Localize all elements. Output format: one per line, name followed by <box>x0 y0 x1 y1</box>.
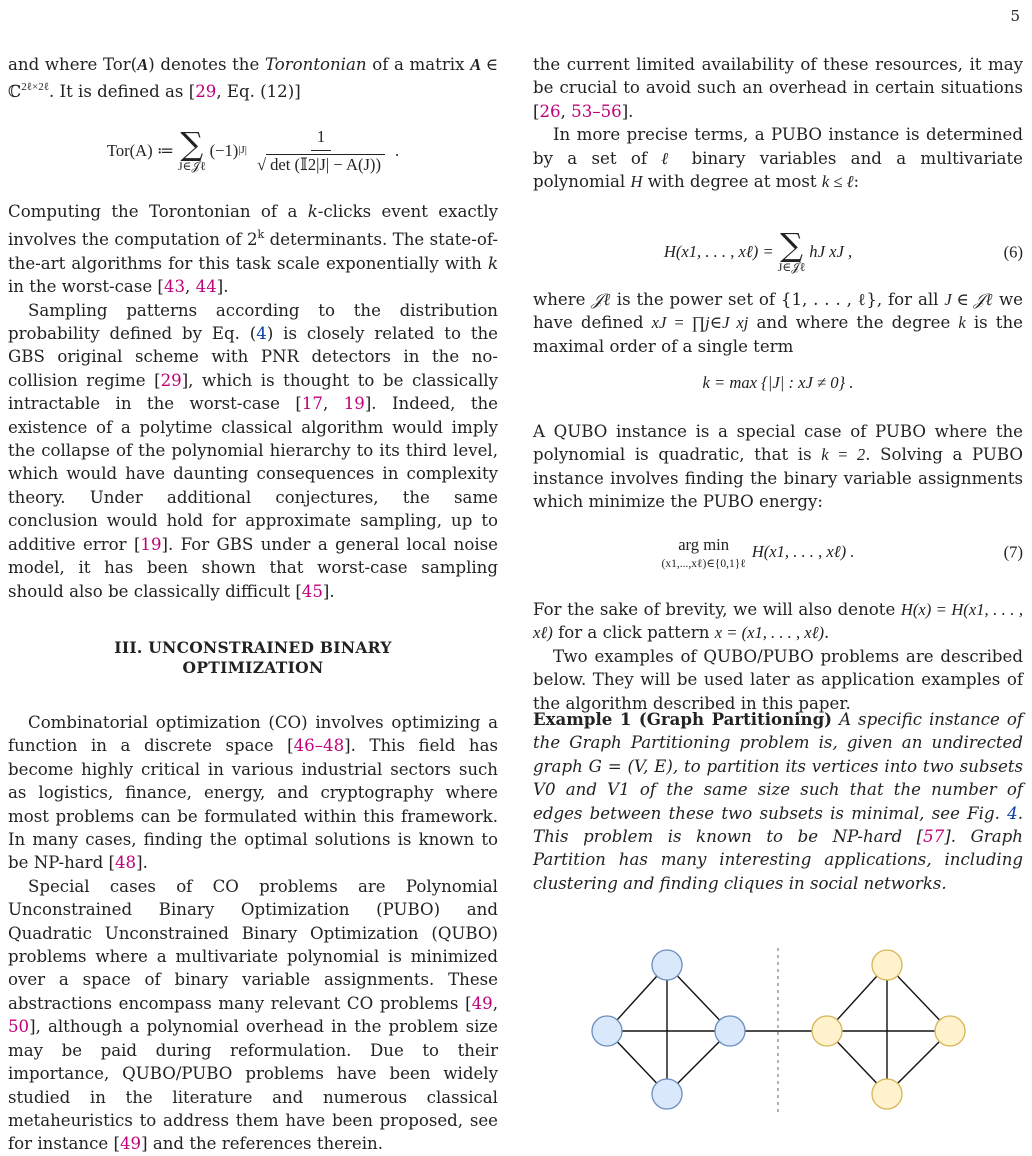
citation-link[interactable]: 19 <box>343 394 365 414</box>
equation-degree: k = max {|J| : xJ ≠ 0} . <box>702 373 854 392</box>
graph-partition-figure <box>585 948 970 1113</box>
graph-node-v0 <box>592 1016 622 1046</box>
citation-link[interactable]: 29 <box>195 82 217 102</box>
citation-link[interactable]: 46–48 <box>293 736 345 756</box>
graph-node-v1 <box>812 1016 842 1046</box>
equation-link[interactable]: 4 <box>256 324 267 344</box>
paragraph-power-set: where 𝒥ℓ is the power set of {1, . . . , ℓ}, for all J ∈ 𝒥ℓ we have defined xJ = ∏j∈J xj and where the degree k is the maximal order of a single term <box>533 290 1023 356</box>
equation-torontonian: Tor(A) ≔ ∑ J∈𝒥ℓ (−1) |J| $\frac{1}{\text{√ det (𝕀2|J| − A(J))}}$ . <box>106 124 400 174</box>
citation-link[interactable]: 45 <box>301 581 323 601</box>
example-graph-partitioning: Example 1 (Graph Partitioning) A specific instance of the Graph Partitioning problem is, given an undirected graph G = (V, E), to partition its vertices into two subsets V0 and V1 of the same size such that the number of edges between these two subsets is minimal, see Fig. 4. This problem is known to be NP-hard [57]. Graph Partition has many interesting applications, including clustering and finding cliques in social networks. <box>533 709 1024 893</box>
citation-link[interactable]: 43 <box>163 277 186 297</box>
equation-6: H(x1, . . . , xℓ) = ∑ J∈𝒥ℓ hJ xJ , (6) <box>663 226 1023 274</box>
paragraph-torontonian-complexity: Computing the Torontonian of a k-clicks event exactly involves the computation of 2$^k$ determinants. The state-of-the-art algorithms for this task scale exponentially with k in the worst-case [43, 44]. Sampling patterns according to the distribution probability defined by Eq. (4) is closely related to the GBS original scheme with PNR detectors in the no-collision regime [29], which is thought to be classically intractable in the worst-case [17, 19]. Indeed, the existence of a polytime classical algorithm would imply the collapse of the polynomial hierarchy to its third level, which would have daunting consequences in complexity theory. Under additional conjectures, the same conclusion would hold for approximate sampling, up to additive error [19]. For GBS under a general local noise model, it has been shown that worst-case sampling should also be classically difficult [45]. <box>8 202 498 601</box>
graph-node-v0 <box>715 1016 745 1046</box>
citation-link[interactable]: 44 <box>195 277 217 297</box>
citation-link[interactable]: 19 <box>140 534 162 554</box>
citation-link[interactable]: 50 <box>8 1017 30 1037</box>
graph-node-v0 <box>652 1079 682 1109</box>
equation-number: (6) <box>1003 242 1023 262</box>
graph-node-v1 <box>872 1079 902 1109</box>
citation-link[interactable]: 53–56 <box>571 101 622 121</box>
citation-link[interactable]: 29 <box>160 370 182 390</box>
citation-link[interactable]: 26 <box>539 101 561 121</box>
citation-link[interactable]: 49 <box>119 1134 142 1154</box>
graph-node-v0 <box>652 950 682 980</box>
paragraph-combinatorial-optimization: Combinatorial optimization (CO) involves optimizing a function in a discrete space [46–48]. This field has become highly critical in various industrial sectors such as logistics, finance, energy, and cryptography where most problems can be formulated within this framework. In many cases, finding the optimal solutions is known to be NP-hard [48]. Special cases of CO problems are Polynomial Unconstrained Binary Optimization (PUBO) and Quadratic Unconstrained Binary Optimization (QUBO) problems where a multivariate polynomial is minimized over a space of binary variable assignments. These abstractions encompass many relevant CO problems [49, 50], although a polynomial overhead in the problem size may be paid during reformulation. Due to their importance, QUBO/PUBO problems have been widely studied in the literature and numerous classical metaheuristics to address them have been proposed, see for instance [49] and the references therein. <box>8 713 498 1154</box>
citation-link[interactable]: 48 <box>114 853 137 873</box>
graph-node-v1 <box>872 950 902 980</box>
section-heading: III. UNCONSTRAINED BINARY OPTIMIZATION <box>114 638 392 677</box>
citation-link[interactable]: 17 <box>301 394 323 414</box>
graph-nodes <box>592 950 965 1109</box>
equation-number: (7) <box>1003 542 1023 562</box>
citation-link[interactable]: 57 <box>923 827 945 847</box>
graph-node-v1 <box>935 1016 965 1046</box>
equation-7: arg min (x1,...,xℓ)∈{0,1}ℓ H(x1, . . . , xℓ) . (7) <box>661 535 1023 570</box>
paragraph-brevity: For the sake of brevity, we will also denote H(x) = H(x1, . . . , xℓ) for a click pattern x = (x1, . . . , xℓ). Two examples of QUBO/PUBO problems are described below. They will be used later as application examples of the algorithm described in this paper. <box>533 600 1023 713</box>
paragraph-resources: the current limited availability of these resources, it may be crucial to avoid such an overhead in certain situations [26, 53–56]. In more precise terms, a PUBO instance is determined by a set of ℓ binary variables and a multivariate polynomial H with degree at most k ≤ ℓ: <box>533 55 1023 192</box>
page-number: 5 <box>1010 7 1020 25</box>
paragraph-tor-intro: and where Tor(A) denotes the Torontonian of a matrix A ∈ ℂ$^{2\ell\times 2\ell}$. It is defined as [29, Eq. (12)] <box>8 55 498 102</box>
paragraph-qubo: A QUBO instance is a special case of PUBO where the polynomial is quadratic, that is k = 2. Solving a PUBO instance involves finding the binary variable assignments which minimize the PUBO energy: <box>533 422 1023 512</box>
figure-link[interactable]: 4 <box>1007 803 1018 823</box>
citation-link[interactable]: 49 <box>471 993 493 1013</box>
